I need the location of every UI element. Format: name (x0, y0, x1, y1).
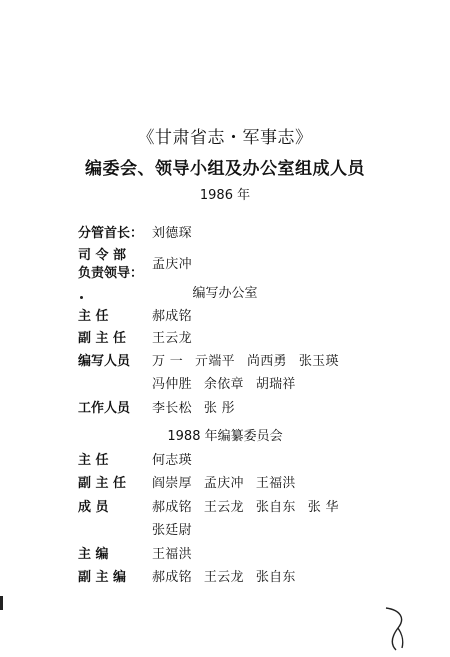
row-label: 主 任 (78, 309, 109, 324)
person-name: 亓端平 (195, 354, 235, 369)
person-name: 王云龙 (203, 500, 244, 515)
edge-mark (0, 596, 3, 610)
person-name: 万 一 (152, 354, 184, 369)
person-name: 孟庆冲 (152, 257, 192, 272)
person-name: 王福洪 (255, 476, 296, 491)
person-name: 尚西勇 (246, 354, 287, 369)
book-title: 《甘肃省志・军事志》 (137, 128, 313, 148)
person-name: 冯仲胜 (152, 377, 192, 392)
person-name: 张 彤 (203, 401, 235, 416)
person-name: 王云龙 (152, 331, 192, 346)
specks (80, 296, 83, 299)
person-name: 郝成铭 (152, 309, 192, 324)
row-label: 主 编 (78, 547, 109, 562)
person-name: 张自东 (255, 570, 296, 585)
row-label: 负责领导： (78, 266, 144, 281)
page-subtitle: 编委会、领导小组及办公室组成人员 (85, 159, 365, 179)
row-label: 副 主 任 (78, 476, 127, 491)
person-name: 王福洪 (152, 547, 192, 562)
person-name: 郝成铭 (152, 500, 192, 515)
person-name: 何志瑛 (152, 453, 192, 468)
person-name: 李长松 (152, 401, 192, 416)
person-name: 孟庆冲 (203, 476, 244, 491)
year-1986: 1986 年 (199, 188, 251, 203)
row-label: 副 主 任 (78, 331, 127, 346)
section-title-committee: 1988 年编纂委员会 (167, 429, 283, 444)
row-label: 分管首长： (78, 226, 144, 241)
person-name: 张 华 (307, 500, 339, 515)
person-name: 阎崇厚 (152, 476, 192, 491)
row-label: 工作人员 (78, 401, 131, 416)
person-name: 张自东 (255, 500, 296, 515)
person-name: 余依章 (203, 377, 244, 392)
row-label: 副 主 编 (78, 570, 127, 585)
person-name: 张廷尉 (152, 523, 192, 538)
row-label: 编写人员 (78, 354, 131, 369)
person-name: 张玉瑛 (298, 354, 339, 369)
person-name: 王云龙 (203, 570, 244, 585)
row-label: 主 任 (78, 453, 109, 468)
row-label: 成 员 (78, 500, 109, 515)
person-name: 胡瑞祥 (255, 377, 296, 392)
person-name: 郝成铭 (152, 570, 192, 585)
row-label: 司 令 部 (78, 248, 127, 263)
pen-scribble-icon (382, 604, 412, 654)
person-name: 刘德琛 (152, 226, 192, 241)
section-title-office: 编写办公室 (192, 286, 258, 301)
